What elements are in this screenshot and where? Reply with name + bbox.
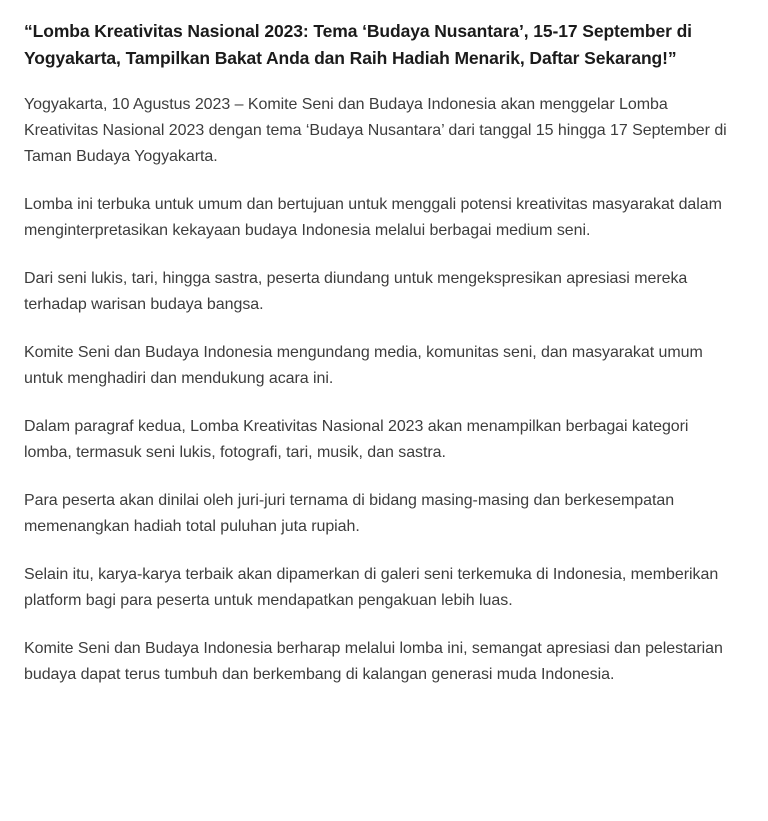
body-paragraph: Lomba ini terbuka untuk umum dan bertujuan untuk menggali potensi kreativitas masyarakat dalam menginterpretasikan kekayaan budaya Indonesia melalui berbagai medium seni. bbox=[24, 196, 722, 239]
body-paragraph: Komite Seni dan Budaya Indonesia mengundang media, komunitas seni, dan masyarakat umum untuk menghadiri dan mendukung acara ini. bbox=[24, 344, 703, 387]
body-paragraph: Selain itu, karya-karya terbaik akan dipamerkan di galeri seni terkemuka di Indonesia, memberikan platform bagi para peserta untuk mendapatkan pengakuan lebih luas. bbox=[24, 566, 719, 609]
body-paragraph: Komite Seni dan Budaya Indonesia berharap melalui lomba ini, semangat apresiasi dan pelestarian budaya dapat terus tumbuh dan berkembang di kalangan generasi muda Indonesia. bbox=[24, 640, 723, 683]
body-paragraph: Para peserta akan dinilai oleh juri-juri ternama di bidang masing-masing dan berkesempatan memenangkan hadiah total puluhan juta rupiah. bbox=[24, 492, 675, 535]
body-paragraph: Dalam paragraf kedua, Lomba Kreativitas Nasional 2023 akan menampilkan berbagai kategori lomba, termasuk seni lukis, fotografi, tari, musik, dan sastra. bbox=[24, 418, 689, 461]
body-paragraph: Yogyakarta, 10 Agustus 2023 – Komite Seni dan Budaya Indonesia akan menggelar Lomba Kreativitas Nasional 2023 dengan tema ‘Budaya Nusantara’ dari tanggal 15 hingga 17 September di Taman Budaya Yogyakarta. bbox=[24, 96, 727, 165]
article-body bbox=[24, 92, 735, 688]
page-title: “Lomba Kreativitas Nasional 2023: Tema ‘Budaya Nusantara’, 15-17 September di Yogyakarta, Tampilkan Bakat Anda dan Raih Hadiah Menarik, Daftar Sekarang!” bbox=[24, 21, 692, 68]
body-paragraph: Dari seni lukis, tari, hingga sastra, peserta diundang untuk mengekspresikan apresiasi mereka terhadap warisan budaya bangsa. bbox=[24, 270, 688, 313]
